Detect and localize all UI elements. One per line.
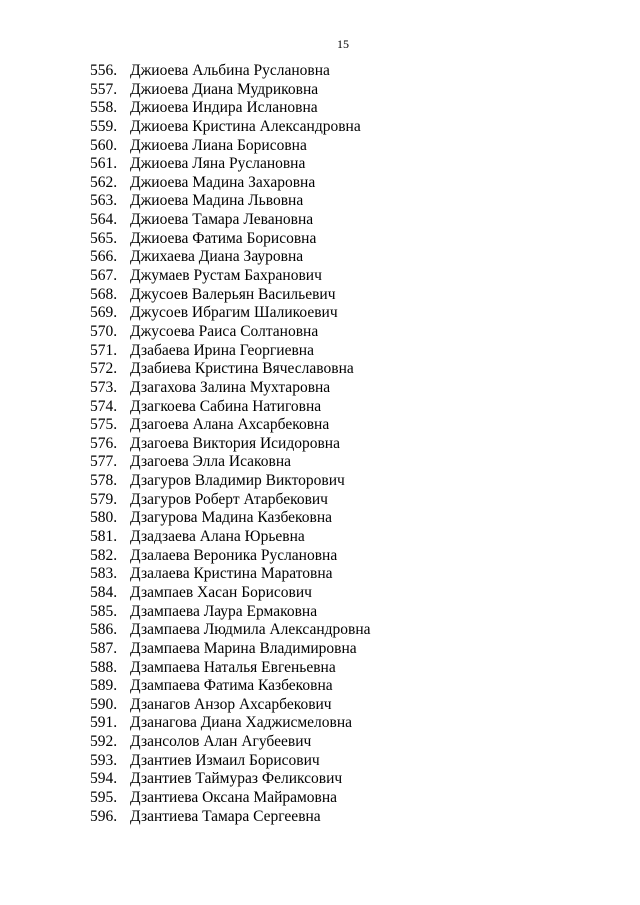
list-item-number: 575. — [90, 416, 118, 434]
list-item-name: Джиоева Альбина Руслановна — [130, 62, 330, 79]
list-item-number: 584. — [90, 583, 118, 601]
list-item — [90, 192, 371, 211]
list-item-number: 562. — [90, 173, 118, 191]
list-item — [90, 789, 371, 808]
list-item-number: 560. — [90, 136, 118, 154]
list-item — [90, 565, 371, 584]
list-item — [90, 174, 371, 193]
list-item — [90, 342, 371, 361]
list-item-name: Джиоева Мадина Захаровна — [130, 173, 316, 191]
list-item-name: Джусоев Валерьян Васильевич — [130, 285, 336, 303]
name-list — [90, 62, 371, 826]
list-item-number: 585. — [90, 602, 118, 620]
list-item — [90, 304, 371, 323]
list-item-name: Дзампаев Хасан Борисович — [130, 583, 312, 601]
list-item-name: Дзагурова Мадина Казбековна — [130, 509, 333, 527]
list-item-number: 594. — [90, 770, 118, 788]
list-item — [90, 491, 371, 510]
list-item — [90, 714, 371, 733]
list-item — [90, 137, 371, 156]
list-item-number: 580. — [90, 509, 118, 527]
list-item — [90, 547, 371, 566]
list-item-number: 563. — [90, 192, 118, 210]
list-item-name: Джиоева Мадина Львовна — [130, 192, 304, 210]
page-number: 15 — [337, 37, 349, 51]
list-item-name: Дзампаева Лаура Ермаковна — [130, 602, 318, 620]
list-item — [90, 155, 371, 174]
list-item — [90, 248, 371, 267]
list-item — [90, 584, 371, 603]
list-item-number: 556. — [90, 62, 118, 79]
list-item-number: 570. — [90, 322, 118, 340]
list-item-number: 577. — [90, 453, 118, 471]
list-item — [90, 603, 371, 622]
list-item — [90, 379, 371, 398]
list-item-number: 587. — [90, 639, 118, 657]
list-item — [90, 677, 371, 696]
list-item — [90, 752, 371, 771]
list-item-number: 591. — [90, 714, 118, 732]
list-item-name: Дзампаева Наталья Евгеньевна — [130, 658, 336, 676]
list-item-name: Дзампаева Фатима Казбековна — [130, 677, 333, 695]
list-item-number: 558. — [90, 99, 118, 117]
list-item-name: Дзадзаева Алана Юрьевна — [130, 528, 305, 546]
list-item-name: Дзабаева Ирина Георгиевна — [130, 341, 314, 359]
list-item — [90, 621, 371, 640]
list-item-number: 569. — [90, 304, 118, 322]
list-item-name: Дзансолов Алан Агубеевич — [130, 733, 312, 751]
list-item-number: 596. — [90, 807, 118, 825]
list-item-name: Джиоева Диана Мудриковна — [130, 80, 319, 98]
list-item-number: 589. — [90, 677, 118, 695]
list-item-number: 559. — [90, 117, 118, 135]
list-item-name: Джумаев Рустам Бахранович — [130, 267, 322, 285]
list-item — [90, 211, 371, 230]
list-item-number: 595. — [90, 788, 118, 806]
list-item — [90, 770, 371, 789]
list-item — [90, 659, 371, 678]
list-item — [90, 733, 371, 752]
list-item — [90, 286, 371, 305]
list-item-name: Дзалаева Кристина Маратовна — [130, 565, 333, 583]
list-item-name: Джиоева Кристина Александровна — [130, 117, 361, 135]
list-item-name: Дзалаева Вероника Руслановна — [130, 546, 338, 564]
list-item-name: Дзагкоева Сабина Натиговна — [130, 397, 322, 415]
list-item-name: Дзагоева Виктория Исидоровна — [130, 434, 340, 452]
list-item-number: 593. — [90, 751, 118, 769]
list-item-name: Дзагоева Элла Исаковна — [130, 453, 292, 471]
list-item-number: 571. — [90, 341, 118, 359]
list-item — [90, 472, 371, 491]
list-item-name: Дзагахова Залина Мухтаровна — [130, 378, 331, 396]
list-item-number: 592. — [90, 733, 118, 751]
list-item-number: 564. — [90, 211, 118, 229]
list-item-name: Джусоева Раиса Солтановна — [130, 322, 319, 340]
list-item — [90, 230, 371, 249]
list-item — [90, 398, 371, 417]
list-item — [90, 509, 371, 528]
list-item — [90, 696, 371, 715]
list-item — [90, 62, 371, 81]
list-item-name: Джихаева Диана Зауровна — [130, 248, 304, 266]
list-item — [90, 99, 371, 118]
list-item-number: 582. — [90, 546, 118, 564]
list-item — [90, 435, 371, 454]
list-item-name: Дзагуров Владимир Викторович — [130, 472, 345, 490]
list-item-name: Дзабиева Кристина Вячеславовна — [130, 360, 354, 378]
list-item-number: 557. — [90, 80, 118, 98]
list-item-number: 565. — [90, 229, 118, 247]
list-item-name: Дзанагова Диана Хаджисмеловна — [130, 714, 353, 732]
list-item-number: 561. — [90, 155, 118, 173]
list-item-name: Джиоева Тамара Левановна — [130, 211, 314, 229]
list-item-number: 568. — [90, 285, 118, 303]
list-item-name: Дзанагов Анзор Ахсарбекович — [130, 695, 332, 713]
list-item-number: 590. — [90, 695, 118, 713]
list-item — [90, 118, 371, 137]
list-item-number: 573. — [90, 378, 118, 396]
list-item-name: Дзампаева Марина Владимировна — [130, 639, 357, 657]
list-item-name: Джиоева Фатима Борисовна — [130, 229, 317, 247]
list-item-number: 579. — [90, 490, 118, 508]
list-item — [90, 453, 371, 472]
list-item — [90, 267, 371, 286]
list-item-number: 576. — [90, 434, 118, 452]
list-item-name: Дзантиева Оксана Майрамовна — [130, 788, 338, 806]
list-item-number: 572. — [90, 360, 118, 378]
list-item-number: 588. — [90, 658, 118, 676]
list-item-number: 581. — [90, 528, 118, 546]
list-item — [90, 323, 371, 342]
list-item-number: 578. — [90, 472, 118, 490]
list-item-number: 586. — [90, 621, 118, 639]
list-item-name: Дзантиева Тамара Сергеевна — [130, 807, 321, 825]
list-item-name: Джиоева Лиана Борисовна — [130, 136, 307, 154]
list-item — [90, 360, 371, 379]
list-item-number: 567. — [90, 267, 118, 285]
list-item-name: Дзагоева Алана Ахсарбековна — [130, 416, 330, 434]
list-item-number: 574. — [90, 397, 118, 415]
list-item-name: Джусоев Ибрагим Шаликоевич — [130, 304, 338, 322]
list-item — [90, 416, 371, 435]
list-item — [90, 640, 371, 659]
list-item-name: Дзантиев Измаил Борисович — [130, 751, 320, 769]
list-item-name: Дзагуров Роберт Атарбекович — [130, 490, 328, 508]
list-item — [90, 808, 371, 827]
list-item-number: 583. — [90, 565, 118, 583]
list-item — [90, 81, 371, 100]
list-item-name: Джиоева Ляна Руслановна — [130, 155, 306, 173]
list-item-name: Дзампаева Людмила Александровна — [130, 621, 371, 639]
list-item-name: Дзантиев Таймураз Феликсович — [130, 770, 343, 788]
list-item — [90, 528, 371, 547]
list-item-name: Джиоева Индира Ислановна — [130, 99, 318, 117]
list-item-number: 566. — [90, 248, 118, 266]
